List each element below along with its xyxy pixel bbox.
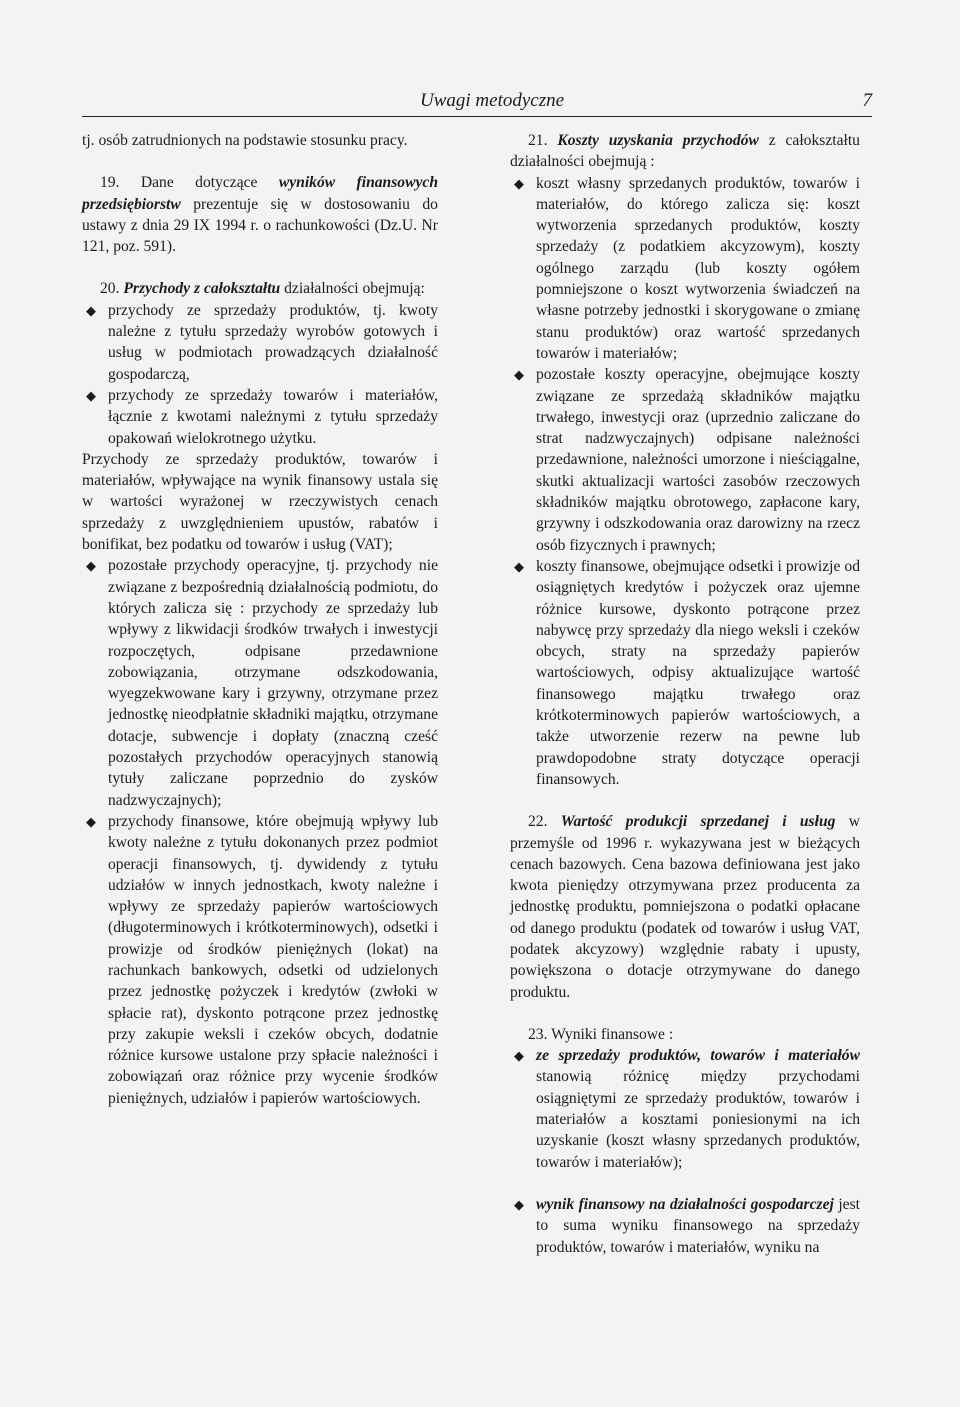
section-21-emphasis: Koszty uzyskania przychodów (557, 132, 759, 149)
section-19-text-b: prezentuje się w dostosowaniu do ustawy z dnia 29 IX 1994 r. o rachunkowości (Dz.U. Nr 121, poz. 591). (82, 195, 438, 256)
left-column (82, 130, 438, 1109)
section-20-emphasis: Przychody z całokształtu (123, 280, 281, 298)
list-item (82, 385, 438, 449)
list-item-text: jest to suma wyniku finansowego na sprzedaży produktów, towarów i materiałów, wyniku na (536, 1195, 860, 1256)
list-item (510, 556, 860, 790)
list-item (510, 1194, 860, 1258)
section-20-number: 20. (100, 280, 120, 298)
section-21-number: 21. (528, 132, 548, 149)
section-22-emphasis: Wartość produkcji sprzedanej i usług (560, 813, 836, 831)
list-item (510, 1045, 860, 1173)
list-item-emphasis: wynik finansowy na działalności gospodarczej (536, 1195, 834, 1213)
section-22-number: 22. (528, 813, 548, 831)
list-item-text: przychody ze sprzedaży produktów, tj. kwoty należne z tytułu sprzedaży wyrobów gotowych i usług w podmiotach prowadzących działalność gospodarczą, (108, 301, 438, 383)
section-19-number: 19. (100, 174, 120, 192)
running-header (82, 88, 872, 117)
section-19-emphasis: wyników finansowych przedsiębiorstw (82, 174, 438, 213)
header-title: Uwagi metodyczne (420, 90, 565, 111)
list-item-text: przychody finansowe, które obejmują wpływy lub kwoty należne z tytułu dokonanych przez podmiot operacji finansowych, tj. dywidendy z tytułu udziałów w innych jednostkach, kwoty należne i wpływy ze sprzedaży papierów wartościowych (długoterminowych i krótkoterminowych), odsetki i prowizje od środków pieniężnych (lokat) na rachunkach bankowych, odsetki od udzielonych przez jednostkę pożyczek i kredytów (zwłoki w spłacie rat), dyskonto potrącone przez jednostkę przy zakupie weksli i czeków obcych, dodatnie różnice kursowe ustalone przy spłacie należności i zobowiązań oraz różnice przy wycenie środków pieniężnych, udziałów i papierów wartościowych. (108, 812, 438, 1107)
bullet-diamond-icon: ◆ (514, 367, 524, 383)
bullet-diamond-icon: ◆ (86, 558, 96, 574)
list-item-text: koszty finansowe, obejmujące odsetki i prowizje od osiągniętych kredytów i pożyczek oraz ujemne różnice kursowe, dyskonto potrącone przez nabywcę przy sprzedaży dla niego weksli i czeków obcych, straty na sprzedaży papierów wartościowych, odpisy aktualizujące wartość finansowego majątku trwałego oraz krótkoterminowych papierów wartościowych, a także utworzenie rezerw na pewne lub prawdopodobne straty dotyczące operacji finansowych. (536, 557, 860, 788)
bullet-diamond-icon: ◆ (86, 813, 96, 829)
middle-paragraph: Przychody ze sprzedaży produktów, towarów i materiałów, wpływające na wynik finansowy ustala się w wartości wyrażonej w rzeczywistych cenach sprzedaży z uwzględnieniem upustów, rabatów i bonifikat, bez podatku od towarów i usług (VAT); (82, 450, 438, 554)
section-20-text: działalności obejmują: (284, 280, 425, 298)
bullet-diamond-icon: ◆ (86, 387, 96, 403)
list-item-emphasis: ze sprzedaży produktów, towarów i materiałów (536, 1047, 860, 1065)
list-item-text: pozostałe przychody operacyjne, tj. przychody nie związane z bezpośrednią działalnością podmiotu, do których zalicza się : przychody ze sprzedaży lub wpływy z likwidacji środków trwałych i inwestycji rozpoczętych, odpisane przedawnione zobowiązania, otrzymane odszkodowania, wyegzekwowane kary i grzywny, otrzymane przez jednostkę nieodpłatnie składniki majątku, otrzymane dotacje, subwencje i dopłaty (znaczną cześć pozostałych przychodów operacyjnych stanowią tytuły zaliczane poprzednio do zysków nadzwyczajnych); (108, 557, 438, 809)
bullet-diamond-icon: ◆ (514, 1048, 524, 1064)
page-number: 7 (862, 90, 872, 111)
list-item (82, 300, 438, 385)
bullet-diamond-icon: ◆ (514, 1196, 524, 1212)
section-23-text: Wyniki finansowe : (551, 1025, 674, 1043)
list-item (510, 364, 860, 556)
list-item (82, 811, 438, 1109)
right-column (510, 130, 860, 1258)
bullet-diamond-icon: ◆ (514, 558, 524, 574)
section-19-text-a: Dane dotyczące (140, 174, 258, 192)
list-item-text: stanowią różnicę między przychodami osiągniętymi ze sprzedaży produktów, towarów i materiałów a kosztami poniesionymi na ich uzyskanie (koszt własny sprzedanych produktów, towarów i materiałów); (536, 1068, 860, 1171)
list-item-text: przychody ze sprzedaży towarów i materiałów, łącznie z kwotami należnymi z tytułu sprzedaży opakowań wielokrotnego użytku. (108, 386, 438, 447)
bullet-diamond-icon: ◆ (514, 175, 524, 191)
intro-paragraph: tj. osób zatrudnionych na podstawie stosunku pracy. (82, 132, 408, 149)
section-22 (510, 811, 860, 1003)
list-item (82, 555, 438, 811)
section-20 (82, 278, 438, 299)
section-23-number: 23. (528, 1025, 548, 1043)
list-item (510, 173, 860, 365)
section-21-text: z całokształtu działalności obejmują : (510, 132, 860, 171)
section-19 (82, 172, 438, 257)
section-21 (510, 130, 860, 173)
section-22-text: w przemyśle od 1996 r. wykazywana jest w bieżących cenach bazowych. Cena bazowa definiowana jest jako kwota pieniędzy otrzymywana przez producenta za jednostkę produktu, pomniejszona o podatki opłacane od danego produktu (podatek od towarów i usług VAT, podatek akcyzowy) względnie rabaty i upusty, powiększona o dotacje otrzymywane do danego produktu. (510, 813, 860, 1001)
list-item-text: koszt własny sprzedanych produktów, towarów i materiałów, do którego zalicza się: koszt wytworzenia sprzedanych produktów, koszty sprzedaży (z podatkiem akcyzowym), koszty ogólnego zarządu (lub koszty ogółem pomniejszone o koszt wytworzenia świadczeń na własne potrzeby jednostki i skorygowane o zmianę stanu produktów) oraz wartość sprzedanych towarów i materiałów; (536, 174, 860, 362)
list-item-text: pozostałe koszty operacyjne, obejmujące koszty związane ze sprzedażą składników majątku trwałego, inwestycji oraz (uprzednio zaliczane do strat nadzwyczajnych) odpisane należności przedawnione, należności umorzone i nieściągalne, skutki aktualizacji wartości zasobów rzeczowych składników majątku obrotowego, zapłacone kary, grzywny i odszkodowania oraz darowizny na rzecz osób fizycznych i prawnych; (536, 366, 860, 554)
section-23 (510, 1024, 860, 1045)
bullet-diamond-icon: ◆ (86, 302, 96, 318)
